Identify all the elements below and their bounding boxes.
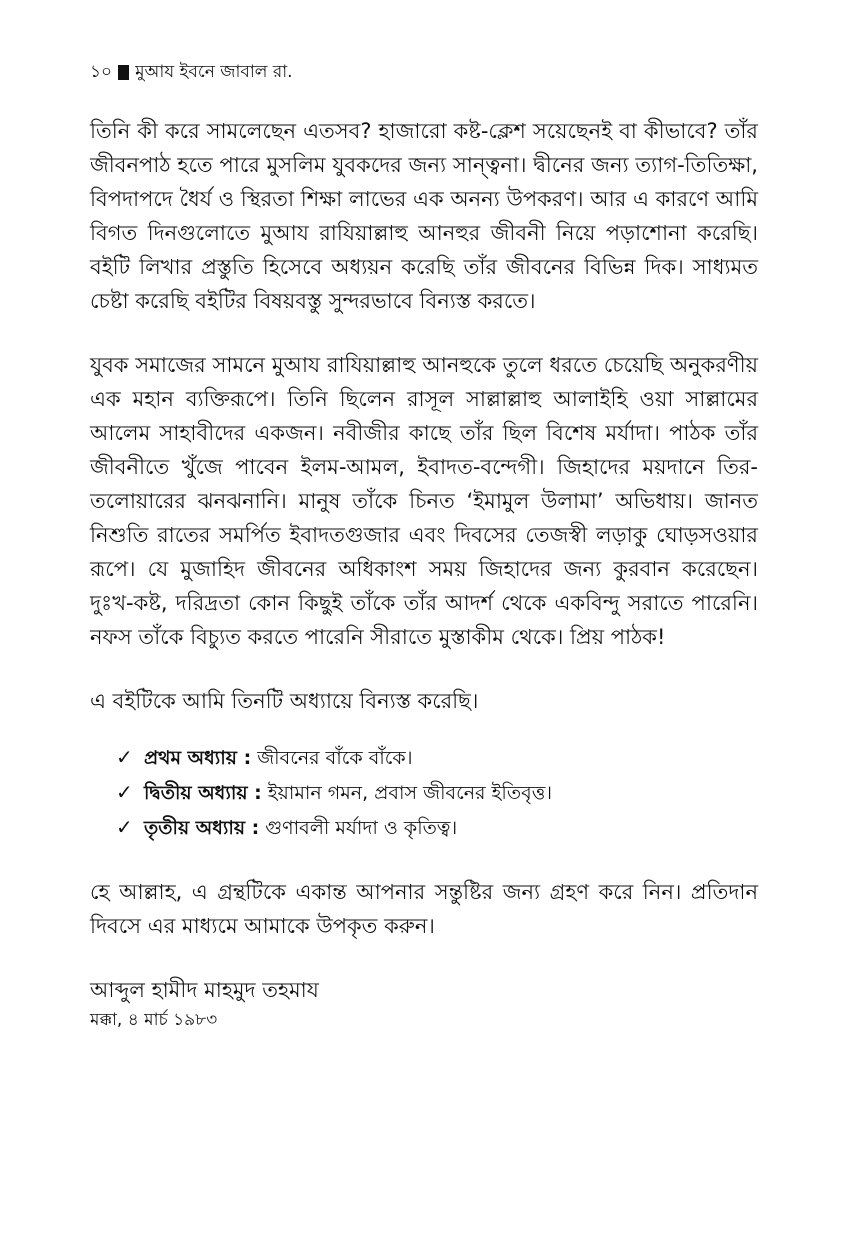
chapter-name: প্রথম অধ্যায় :	[144, 747, 252, 769]
chapter-name: তৃতীয় অধ্যায় :	[144, 817, 260, 839]
chapter-item	[116, 740, 758, 775]
running-header	[90, 60, 758, 84]
chapter-title: ইয়ামান গমন, প্রবাস জীবনের ইতিবৃত্ত।	[267, 782, 553, 804]
page	[90, 60, 758, 1033]
checkmark-icon: ✓	[116, 780, 133, 804]
closing-prayer: হে আল্লাহ, এ গ্রন্থটিকে একান্ত আপনার সন্তুষ্টির জন্য গ্রহণ করে নিন। প্রতিদান দিবসে এর মাধ্যমে আমাকে উপকৃত করুন।	[90, 880, 758, 938]
black-square-icon	[118, 65, 129, 80]
chapter-title: জীবনের বাঁকে বাঁকে।	[257, 747, 413, 769]
chapter-title: গুণাবলী মর্যাদা ও কৃতিত্ব।	[265, 817, 458, 839]
checkmark-icon: ✓	[116, 745, 133, 769]
purpose-paragraph: যুবক সমাজের সামনে মুআয রাযিয়াল্লাহু আনহুকে তুলে ধরতে চেয়েছি অনুকরণীয় এক মহান ব্যক্তিরূপে। তিনি ছিলেন রাসূল সাল্লাল্লাহু আলাইহি ওয়া সাল্লামের আলেম সাহাবীদের একজন। নবীজীর কাছে তাঁর ছিল বিশেষ মর্যাদা। পাঠক তাঁর জীবনীতে খুঁজে পাবেন ইলম-আমল, ইবাদত-বন্দেগী। জিহাদের ময়দানে তির-তলোয়ারের ঝনঝনানি। মানুষ তাঁকে চিনত ‘ইমামুল উলামা’ অভিধায়। জানত নিশুতি রাতের সমর্পিত ইবাদতগুজার এবং দিবসের তেজস্বী লড়াকু ঘোড়সওয়ার রূপে। যে মুজাহিদ জীবনের অধিকাংশ সময় জিহাদের জন্য কুরবান করেছেন। দুঃখ-কষ্ট, দরিদ্রতা কোন কিছুই তাঁকে তাঁর আদর্শ থেকে একবিন্দু সরাতে পারেনি। নফস তাঁকে বিচ্যুত করতে পারেনি সীরাতে মুস্তাকীম থেকে। প্রিয় পাঠক!	[90, 353, 758, 649]
checkmark-icon: ✓	[116, 815, 133, 839]
chapter-item	[116, 810, 758, 845]
page-number: ১০	[90, 62, 113, 82]
book-title: মুআয ইবনে জাবাল রা.	[135, 62, 293, 82]
author-signature: আব্দুল হামীদ মাহমুদ তহমায	[90, 978, 319, 1002]
intro-paragraph: তিনি কী করে সামলেছেন এতসব? হাজারো কষ্ট-ক্লেশ সয়েছেনই বা কীভাবে? তাঁর জীবনপাঠ হতে পারে মুসলিম যুবকদের জন্য সান্ত্বনা। দ্বীনের জন্য ত্যাগ-তিতিক্ষা, বিপদাপদে ধৈর্য ও স্থিরতা শিক্ষা লাভের এক অনন্য উপকরণ। আর এ কারণে আমি বিগত দিনগুলোতে মুআয রাযিয়াল্লাহু আনহুর জীবনী নিয়ে পড়াশোনা করেছি। বইটি লিখার প্রস্তুতি হিসেবে অধ্যয়ন করেছি তাঁর জীবনের বিভিন্ন দিক। সাধ্যমত চেষ্টা করেছি বইটির বিষয়বস্তু সুন্দরভাবে বিন্যস্ত করতে।	[90, 119, 758, 313]
chapter-list	[90, 740, 758, 845]
structure-paragraph: এ বইটিকে আমি তিনটি অধ্যায়ে বিন্যস্ত করেছি।	[90, 689, 479, 713]
chapter-name: দ্বিতীয় অধ্যায় :	[144, 782, 262, 804]
chapter-item	[116, 775, 758, 810]
signature-place-date: মক্কা, ৪ মার্চ ১৯৮৩	[90, 1010, 218, 1030]
